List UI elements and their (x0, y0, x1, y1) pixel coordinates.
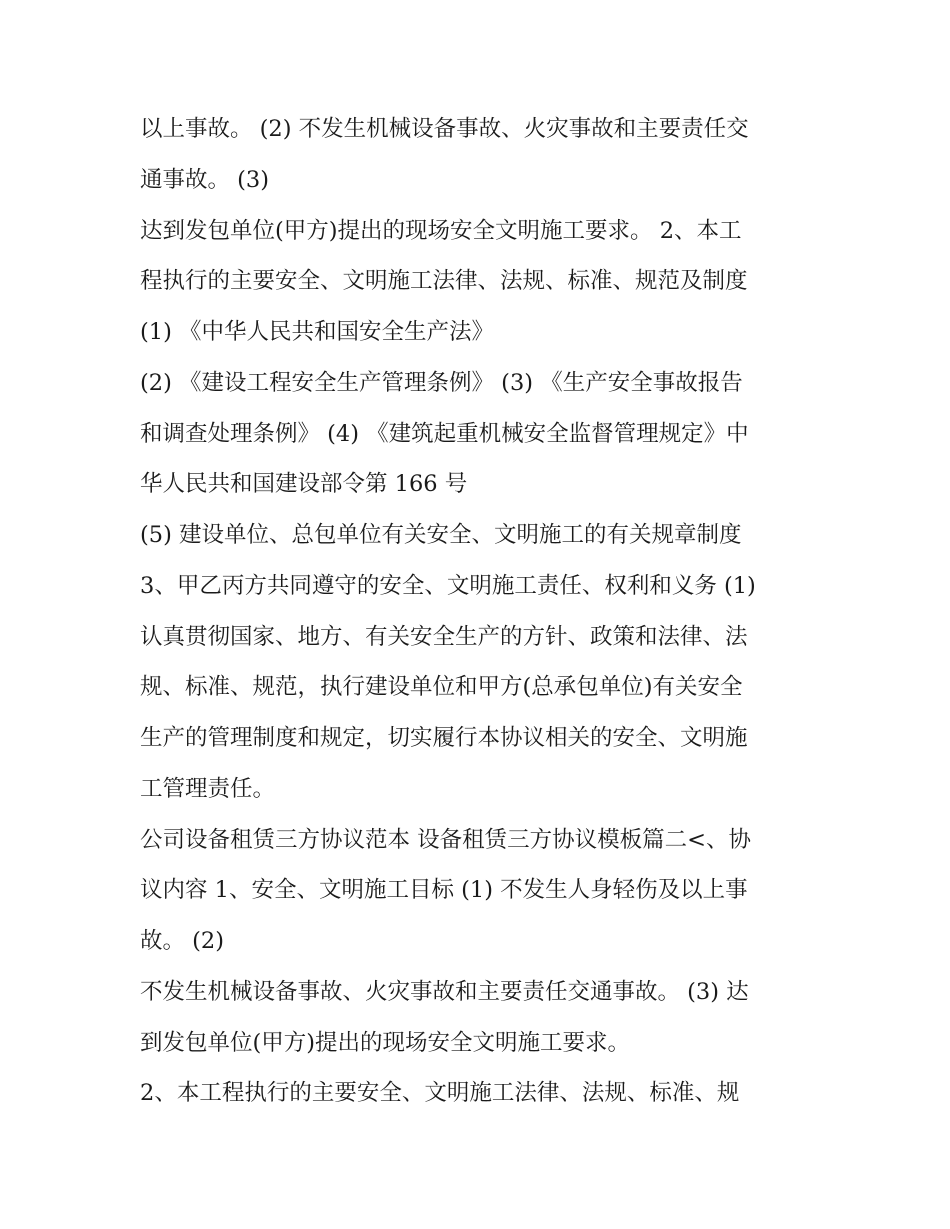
text-line: (2) 《建设工程安全生产管理条例》 (3) 《生产安全事故报告 (140, 370, 743, 396)
text-line: 不发生机械设备事故、火灾事故和主要责任交通事故。 (3) 达 (140, 979, 749, 1005)
text-line: 认真贯彻国家、地方、有关安全生产的方针、政策和法律、法 (140, 624, 748, 650)
text-line: 议内容 1、安全、文明施工目标 (1) 不发生人身轻伤及以上事 (140, 877, 748, 903)
text-line: 程执行的主要安全、文明施工法律、法规、标准、规范及制度 (140, 268, 748, 294)
text-line: 达到发包单位(甲方)提出的现场安全文明施工要求。 2、本工 (140, 218, 742, 244)
text-line: 以上事故。 (2) 不发生机械设备事故、火灾事故和主要责任交 (140, 116, 749, 142)
text-line: (5) 建设单位、总包单位有关安全、文明施工的有关规章制度 (140, 522, 742, 548)
text-line: 和调查处理条例》 (4) 《建筑起重机械安全监督管理规定》中 (140, 421, 749, 447)
text-line: 通事故。 (3) (140, 167, 270, 193)
text-line: (1) 《中华人民共和国安全生产法》 (140, 319, 495, 345)
text-line: 2、本工程执行的主要安全、文明施工法律、法规、标准、规 (140, 1080, 740, 1106)
text-line: 到发包单位(甲方)提出的现场安全文明施工要求。 (140, 1030, 631, 1056)
text-line: 工管理责任。 (140, 776, 276, 802)
text-line: 规、标准、规范，执行建设单位和甲方(总承包单位)有关安全 (140, 674, 743, 700)
text-line: 3、甲乙丙方共同遵守的安全、文明施工责任、权利和义务 (1) (140, 573, 756, 599)
text-line: 华人民共和国建设部令第 166 号 (140, 471, 468, 497)
text-line: 故。 (2) (140, 928, 225, 954)
text-line: 公司设备租赁三方协议范本 设备租赁三方协议模板篇二<、协 (140, 827, 752, 853)
text-line: 生产的管理制度和规定，切实履行本协议相关的安全、文明施 (140, 725, 748, 751)
